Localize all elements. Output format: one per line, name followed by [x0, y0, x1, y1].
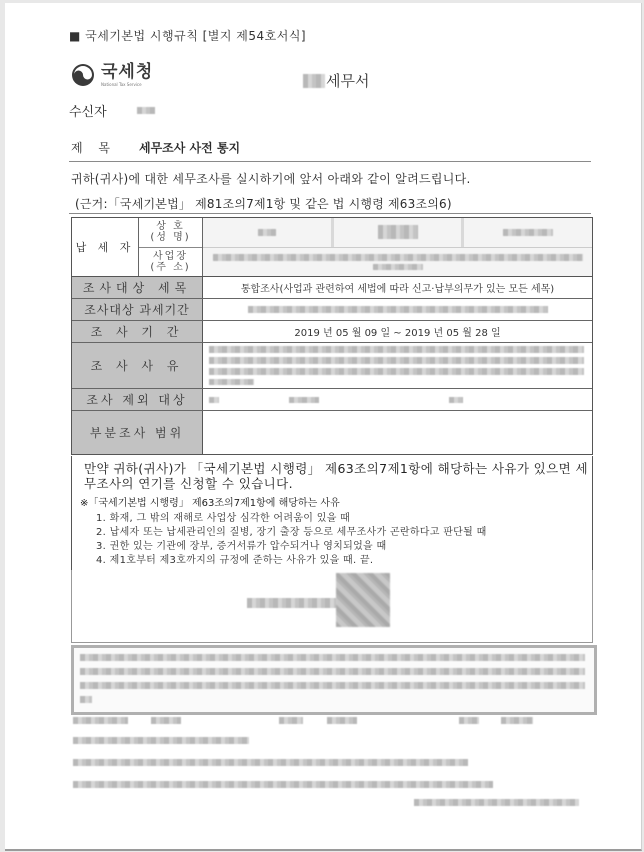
redacted-registration-number — [503, 229, 553, 236]
subject — [71, 139, 240, 156]
redacted-reason — [209, 357, 584, 364]
redacted-address — [213, 254, 583, 261]
redacted-footer — [73, 737, 249, 744]
notice-table — [71, 217, 593, 455]
subject-label: 제 목 — [71, 141, 116, 155]
table-row — [72, 410, 592, 454]
redacted-issuer-name — [247, 598, 337, 608]
table-row — [72, 298, 592, 320]
redacted-exclusion — [449, 397, 463, 403]
redacted-business-name — [258, 229, 276, 236]
redacted-fine-print — [80, 682, 585, 689]
taxpayer-sublabels — [139, 218, 203, 276]
row-value: 2019 년 05 월 09 일 ~ 2019 년 05 월 28 일 — [294, 328, 501, 339]
redacted-footer — [501, 717, 533, 724]
table-row — [72, 277, 592, 298]
row-label: 조 사 기 간 — [72, 321, 203, 342]
row-value: 통합조사(사업과 관련하여 세법에 따라 신고·납부의무가 있는 모든 세목) — [240, 284, 555, 295]
fine-print-box — [71, 645, 597, 715]
reason-list — [96, 512, 487, 568]
row-label: 조사대상 세목 — [72, 277, 203, 298]
redacted-footer — [73, 781, 493, 788]
redacted-footer — [327, 717, 357, 724]
logo-subtitle: National Tax Service — [101, 81, 142, 87]
taxpayer-label: 납 세 자 — [72, 218, 139, 276]
redacted-fine-print — [80, 668, 585, 675]
logo-name: 국세청 — [101, 61, 154, 82]
list-item: 2. 납세자 또는 납세관리인의 질병, 장기 출장 등으로 세무조사가 곤란하다고 판단될 때 — [96, 527, 487, 538]
tax-office-title — [303, 70, 369, 91]
redacted-address — [373, 264, 423, 270]
taxpayer-row — [72, 218, 592, 277]
redacted-footer — [73, 759, 468, 766]
document-page — [5, 3, 642, 851]
redacted-footer — [279, 717, 303, 724]
redacted-reason — [209, 379, 254, 385]
redacted-exclusion — [209, 397, 219, 403]
subject-value: 세무조사 사전 통지 — [139, 141, 241, 155]
table-row — [72, 342, 592, 388]
row-value — [203, 411, 592, 454]
footer-contact-info — [69, 715, 599, 815]
redacted-recipient — [137, 107, 155, 114]
address-label: 사업장 (주 소) — [139, 247, 202, 277]
redacted-exclusion — [289, 397, 319, 403]
redacted-reason — [209, 346, 584, 353]
form-header: ■ 국세기본법 시행규칙 [별지 제54호서식] — [69, 29, 307, 43]
recipient — [69, 101, 155, 120]
name-label: 상 호 (성 명) — [150, 221, 191, 244]
table-row — [72, 388, 592, 410]
official-seal-stamp — [336, 573, 390, 627]
redacted-representative — [378, 225, 418, 239]
nts-logo — [71, 63, 153, 87]
row-label: 조 사 사 유 — [72, 343, 203, 388]
redacted-fine-print — [80, 696, 92, 703]
postponement-notice — [71, 456, 593, 570]
nts-taegeuk-logo-icon — [71, 63, 95, 87]
intro-text: 귀하(귀사)에 대한 세무조사를 실시하기에 앞서 아래와 같이 알려드립니다. — [71, 172, 471, 186]
list-item: 3. 권한 있는 기관에 장부, 증거서류가 압수되거나 영치되었을 때 — [96, 541, 387, 552]
notice-main: 만약 귀하(귀사)가 「국세기본법 시행령」 제63조의7제1항에 해당하는 사유가 있으면 세무조사의 연기를 신청할 수 있습니다. — [84, 461, 588, 491]
redacted-footer — [73, 717, 128, 724]
table-row — [72, 320, 592, 342]
office-suffix: 세무서 — [326, 72, 370, 90]
issuer-seal-area — [71, 570, 593, 643]
redacted-footer — [151, 717, 181, 724]
list-item: 1. 화재, 그 밖의 재해로 사업상 심각한 어려움이 있을 때 — [96, 513, 351, 524]
recipient-label: 수신자 — [69, 105, 107, 120]
list-item: 4. 제1호부터 제3호까지의 규정에 준하는 사유가 있을 때. 끝. — [96, 555, 374, 566]
redacted-tax-period — [248, 306, 548, 313]
row-label: 조사 제외 대상 — [72, 389, 203, 410]
legal-basis: (근거:「국세기본법」 제81조의7제1항 및 같은 법 시행령 제63조의6) — [75, 197, 452, 211]
redacted-fine-print — [80, 654, 585, 661]
taxpayer-values — [203, 218, 592, 276]
row-label: 부분조사 범위 — [72, 411, 203, 454]
row-label: 조사대상 과세기간 — [72, 299, 203, 320]
divider — [69, 161, 591, 162]
redacted-footer — [414, 799, 579, 806]
redacted-office-name — [303, 74, 325, 88]
redacted-footer — [459, 717, 479, 724]
notice-note: ※「국세기본법 시행령」 제63조의7제1항에 해당하는 사유 — [80, 498, 340, 509]
redacted-reason — [209, 368, 584, 375]
divider — [69, 213, 591, 214]
